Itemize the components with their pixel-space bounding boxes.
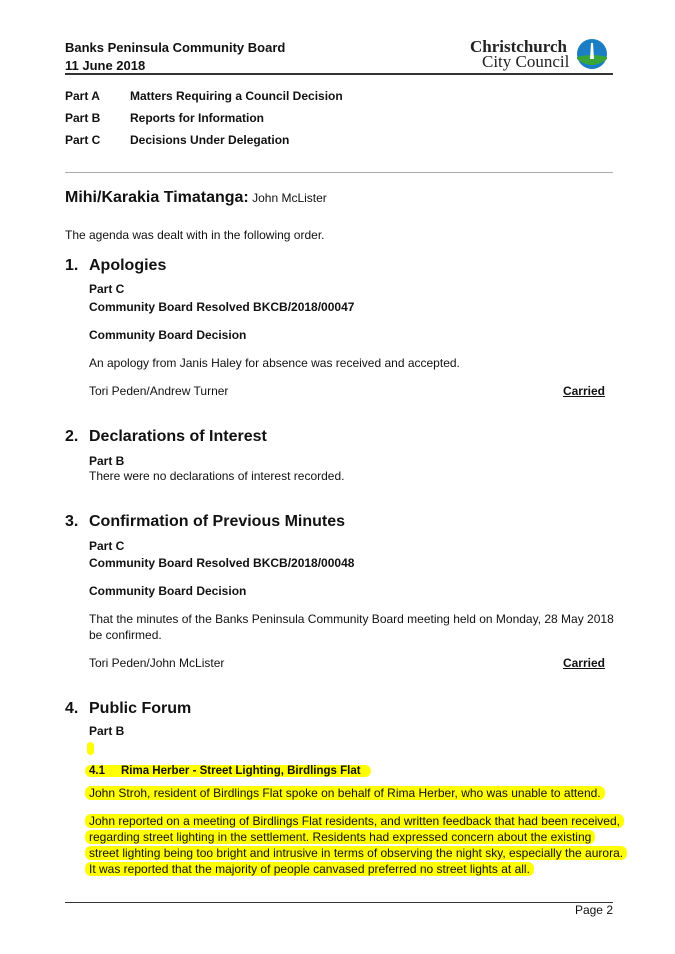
s1-result-text: Carried — [562, 384, 605, 398]
s3-text-2: be confirmed. — [89, 628, 162, 642]
s1-part: Part C — [89, 282, 125, 296]
divider — [65, 172, 613, 173]
highlight-mark — [87, 742, 94, 755]
s1-num: 1. — [65, 257, 79, 274]
s3-movers: Tori Peden/John McLister — [89, 656, 225, 670]
s4-p2-text: John reported on a meeting of Birdlings Flat residents, and written feedback that had been received, — [85, 814, 624, 828]
s4-part: Part B — [89, 724, 125, 738]
s3-part: Part C — [89, 539, 125, 553]
s1-decision: Community Board Decision — [89, 328, 247, 342]
s1-resolved: Community Board Resolved BKCB/2018/00047 — [89, 300, 355, 314]
part-b-code: Part B — [65, 111, 101, 125]
page-number: Page 2 — [574, 903, 613, 917]
s1-title: Apologies — [89, 257, 167, 274]
s4-num: 4. — [65, 700, 79, 717]
logo-text-2: City Council — [482, 52, 570, 71]
s4-sub-num: 4.1 — [89, 765, 105, 777]
council-logo — [470, 38, 610, 74]
s2-num: 2. — [65, 428, 79, 445]
s4-p2-line — [89, 845, 627, 861]
logo-text-1: Christchurch — [470, 37, 567, 56]
s4-p2-text: It was reported that the majority of people canvased preferred no street lights at all. — [85, 862, 534, 876]
s1-result — [563, 383, 605, 399]
s1-movers: Tori Peden/Andrew Turner — [89, 384, 229, 398]
s4-title: Public Forum — [89, 700, 192, 717]
s3-result — [563, 655, 605, 671]
s4-sub-heading — [89, 763, 371, 779]
s3-title: Confirmation of Previous Minutes — [89, 513, 346, 530]
s3-result-text: Carried — [562, 656, 605, 670]
s1-text: An apology from Janis Haley for absence was received and accepted. — [89, 356, 460, 370]
s4-p2-line — [89, 813, 624, 829]
s3-decision: Community Board Decision — [89, 584, 247, 598]
s4-p2-line — [89, 861, 534, 877]
s3-num: 3. — [65, 513, 79, 530]
s2-part: Part B — [89, 454, 125, 468]
cathedral-logo-icon — [576, 39, 608, 71]
mihi-line — [65, 188, 327, 208]
s2-title: Declarations of Interest — [89, 428, 267, 445]
part-a-label: Matters Requiring a Council Decision — [130, 89, 343, 103]
part-c-code: Part C — [65, 133, 101, 147]
s2-text: There were no declarations of interest recorded. — [89, 469, 345, 483]
s3-resolved: Community Board Resolved BKCB/2018/00048 — [89, 556, 355, 570]
mihi-name: John McLister — [252, 191, 327, 205]
footer-rule — [65, 902, 613, 903]
s3-text-1: That the minutes of the Banks Peninsula Community Board meeting held on Monday, 28 May 2018 — [89, 612, 614, 626]
meeting-date: 11 June 2018 — [65, 58, 146, 73]
mihi-title: Mihi/Karakia Timatanga: — [65, 189, 249, 206]
board-name: Banks Peninsula Community Board — [65, 40, 286, 55]
s4-p1 — [89, 785, 605, 801]
part-c-label: Decisions Under Delegation — [130, 133, 290, 147]
s4-sub-title: Rima Herber - Street Lighting, Birdlings Flat — [120, 765, 361, 777]
s4-p2-text: regarding street lighting in the settlement. Residents had expressed concern about the existing — [85, 830, 595, 844]
part-b-label: Reports for Information — [130, 111, 264, 125]
intro-text: The agenda was dealt with in the following order. — [65, 228, 325, 242]
header-rule — [65, 73, 613, 75]
part-a-code: Part A — [65, 89, 100, 103]
s4-p2-text: street lighting being too bright and intrusive in terms of observing the night sky, especially the aurora. — [85, 846, 627, 860]
s4-p1-text: John Stroh, resident of Birdlings Flat spoke on behalf of Rima Herber, who was unable to attend. — [85, 786, 605, 800]
s4-p2-line — [89, 829, 595, 845]
